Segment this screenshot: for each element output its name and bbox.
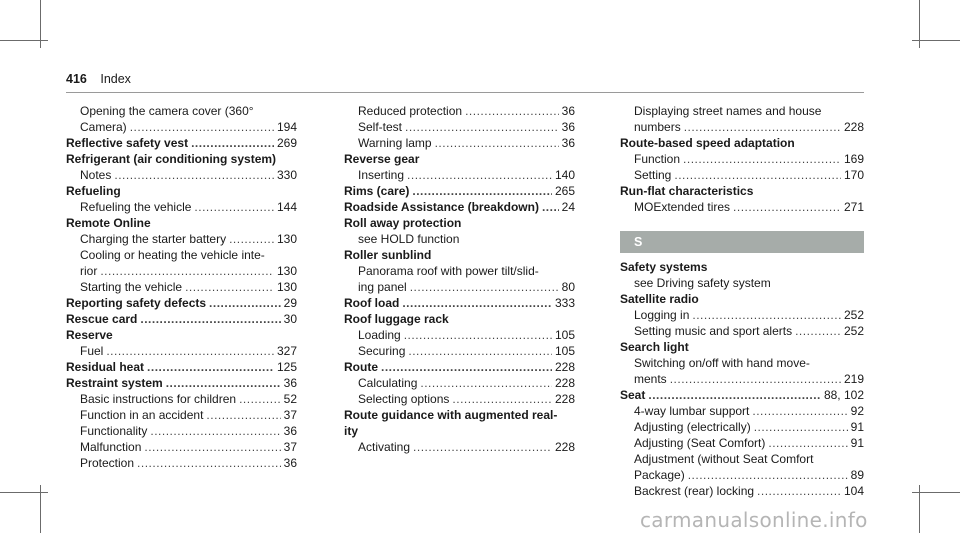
entry-text: Roadside Assistance (breakdown) — [344, 200, 539, 214]
page-reference: 170 — [843, 168, 864, 182]
page-reference: 91 — [850, 420, 864, 434]
page-header — [66, 72, 131, 86]
index-subentry — [66, 407, 297, 423]
index-entry — [620, 387, 864, 403]
entry-text: Reduced protection — [358, 104, 463, 118]
dot-leader — [435, 135, 559, 151]
index-entry — [66, 375, 297, 391]
page-reference: 140 — [554, 168, 575, 182]
index-subentry — [620, 451, 864, 467]
index-subentry — [66, 103, 297, 119]
entry-text: Protection — [80, 456, 135, 470]
entry-text: Run-flat characteristics — [620, 184, 754, 198]
page-reference: 269 — [276, 136, 297, 150]
page-reference: 327 — [276, 344, 297, 358]
index-subentry — [66, 199, 297, 215]
entry-text: Displaying street names and house — [634, 104, 822, 118]
page-reference: 105 — [554, 344, 575, 358]
index-entry — [344, 423, 575, 439]
dot-leader — [757, 483, 841, 499]
entry-text: Setting music and sport alerts — [634, 324, 793, 338]
entry-text: Search light — [620, 340, 689, 354]
index-subentry — [344, 231, 575, 247]
page-reference: 228 — [554, 376, 575, 390]
header-rule — [66, 92, 864, 93]
page-reference: 36 — [561, 104, 575, 118]
dot-leader — [404, 327, 552, 343]
entry-text: Reserve — [66, 328, 113, 342]
page-reference: 219 — [843, 372, 864, 386]
dot-leader — [140, 311, 280, 327]
entry-text: Seat — [620, 388, 646, 402]
entry-text: Route-based speed adaptation — [620, 136, 795, 150]
page-reference: 333 — [554, 296, 575, 310]
dot-leader — [683, 151, 841, 167]
page-reference: 36 — [561, 120, 575, 134]
entry-text: Restraint system — [66, 376, 163, 390]
dot-leader — [239, 391, 281, 407]
index-column-1 — [66, 103, 297, 471]
index-entry — [620, 259, 864, 275]
page-reference: 105 — [554, 328, 575, 342]
entry-text: Route guidance with augmented real- — [344, 408, 558, 422]
index-subentry — [344, 375, 575, 391]
spacer — [620, 215, 864, 231]
page-reference: 130 — [276, 264, 297, 278]
index-entry — [66, 183, 297, 199]
page-reference: 104 — [843, 484, 864, 498]
dot-leader — [674, 167, 841, 183]
entry-text: Route — [344, 360, 378, 374]
crop-mark-bottom-left-h — [0, 492, 48, 493]
entry-text: Warning lamp — [358, 136, 432, 150]
entry-text: see HOLD function — [358, 232, 460, 246]
page-reference: 36 — [283, 376, 297, 390]
entry-text: Starting the vehicle — [80, 280, 183, 294]
page-reference: 252 — [843, 324, 864, 338]
dot-leader — [670, 371, 841, 387]
index-entry — [66, 215, 297, 231]
dot-leader — [137, 455, 281, 471]
page-reference: 125 — [276, 360, 297, 374]
entry-text: Malfunction — [80, 440, 142, 454]
entry-text: numbers — [634, 120, 681, 134]
index-entry — [344, 407, 575, 423]
index-entry — [620, 135, 864, 151]
index-subentry — [620, 323, 864, 339]
index-subentry — [66, 167, 297, 183]
page-reference: 91 — [850, 436, 864, 450]
index-subentry — [66, 439, 297, 455]
index-entry — [344, 151, 575, 167]
entry-text: Backrest (rear) locking — [634, 484, 755, 498]
entry-text: Refueling the vehicle — [80, 200, 192, 214]
page-reference: 130 — [276, 232, 297, 246]
index-subentry — [66, 343, 297, 359]
index-entry — [66, 311, 297, 327]
dot-leader — [733, 199, 841, 215]
entry-text: Logging in — [634, 308, 690, 322]
index-entry — [66, 327, 297, 343]
entry-text: Safety systems — [620, 260, 708, 274]
dot-leader — [229, 231, 274, 247]
page-reference: 92 — [850, 404, 864, 418]
entry-text: ity — [344, 424, 359, 438]
index-entry — [344, 247, 575, 263]
index-subentry — [66, 423, 297, 439]
page-reference: 194 — [276, 120, 297, 134]
crop-mark-top-left-h — [0, 40, 48, 41]
entry-text: MOExtended tires — [634, 200, 731, 214]
index-entry — [66, 151, 297, 167]
watermark: carmanualsonline.info — [640, 508, 868, 532]
entry-text: Basic instructions for children — [80, 392, 237, 406]
page-reference: 265 — [554, 184, 575, 198]
index-subentry — [344, 279, 575, 295]
page-reference: 29 — [283, 296, 297, 310]
entry-text: Rescue card — [66, 312, 138, 326]
page-reference: 30 — [283, 312, 297, 326]
dot-leader — [114, 167, 274, 183]
index-subentry — [344, 167, 575, 183]
entry-text: Package) — [634, 468, 685, 482]
dot-leader — [166, 375, 281, 391]
entry-text: Adjusting (electrically) — [634, 420, 751, 434]
index-entry — [344, 311, 575, 327]
page-reference: 89 — [850, 468, 864, 482]
dot-leader — [194, 199, 274, 215]
entry-text: Loading — [358, 328, 401, 342]
entry-text: 4-way lumbar support — [634, 404, 750, 418]
entry-text: Opening the camera cover (360° — [80, 104, 254, 118]
index-subentry — [620, 307, 864, 323]
dot-leader — [402, 295, 552, 311]
entry-text: rior — [80, 264, 98, 278]
index-subentry — [620, 435, 864, 451]
dot-leader — [144, 439, 280, 455]
index-subentry — [620, 151, 864, 167]
dot-leader — [408, 343, 552, 359]
page-reference: 37 — [283, 408, 297, 422]
entry-text: Cooling or heating the vehicle inte- — [80, 248, 265, 262]
dot-leader — [206, 407, 280, 423]
dot-leader — [185, 279, 274, 295]
index-entry — [344, 215, 575, 231]
entry-text: Calculating — [358, 376, 418, 390]
entry-text: Charging the starter battery — [80, 232, 227, 246]
page-reference: 228 — [554, 440, 575, 454]
page-reference: 88, 102 — [823, 388, 864, 402]
index-subentry — [344, 263, 575, 279]
page-reference: 228 — [554, 360, 575, 374]
section-title: Index — [100, 72, 131, 86]
crop-mark-bottom-right-h — [912, 492, 960, 493]
entry-text: Setting — [634, 168, 672, 182]
dot-leader — [768, 435, 847, 451]
page-reference: 80 — [561, 280, 575, 294]
entry-text: Functionality — [80, 424, 148, 438]
index-subentry — [66, 231, 297, 247]
entry-text: ing panel — [358, 280, 407, 294]
page-reference: 36 — [283, 424, 297, 438]
page-reference: 36 — [561, 136, 575, 150]
dot-leader — [648, 387, 821, 403]
entry-text: Reporting safety defects — [66, 296, 207, 310]
crop-mark-top-right-h — [912, 40, 960, 41]
dot-leader — [130, 119, 274, 135]
index-subentry — [344, 343, 575, 359]
index-subentry — [66, 263, 297, 279]
page-reference: 228 — [554, 392, 575, 406]
dot-leader — [752, 403, 847, 419]
dot-leader — [191, 135, 274, 151]
entry-text: Refrigerant (air conditioning system) — [66, 152, 277, 166]
dot-leader — [150, 423, 280, 439]
dot-leader — [100, 263, 274, 279]
index-entry — [344, 183, 575, 199]
entry-text: Roof load — [344, 296, 400, 310]
entry-text: Roller sunblind — [344, 248, 432, 262]
index-subentry — [620, 103, 864, 119]
entry-text: Securing — [358, 344, 406, 358]
dot-leader — [692, 307, 841, 323]
entry-text: Adjustment (without Seat Comfort — [634, 452, 814, 466]
index-subentry — [620, 467, 864, 483]
dot-leader — [452, 391, 552, 407]
index-subentry — [620, 167, 864, 183]
index-subentry — [620, 419, 864, 435]
entry-text: see Driving safety system — [634, 276, 771, 290]
entry-text: Selecting options — [358, 392, 450, 406]
page-reference: 52 — [283, 392, 297, 406]
page-reference: 36 — [283, 456, 297, 470]
index-subentry — [620, 355, 864, 371]
entry-text: Reflective safety vest — [66, 136, 189, 150]
index-entry — [344, 359, 575, 375]
index-subentry — [344, 135, 575, 151]
index-entry — [66, 295, 297, 311]
index-entry — [66, 135, 297, 151]
entry-text: Rims (care) — [344, 184, 410, 198]
index-subentry — [620, 371, 864, 387]
entry-text: Activating — [358, 440, 411, 454]
dot-leader — [420, 375, 552, 391]
dot-leader — [465, 103, 559, 119]
index-subentry — [344, 327, 575, 343]
page-reference: 24 — [561, 200, 575, 214]
entry-text: Self-test — [358, 120, 403, 134]
dot-leader — [795, 323, 841, 339]
page-number: 416 — [66, 72, 87, 86]
dot-leader — [413, 439, 552, 455]
dot-leader — [754, 419, 848, 435]
index-entry — [344, 295, 575, 311]
page-reference: 144 — [276, 200, 297, 214]
dot-leader — [542, 199, 559, 215]
index-subentry — [66, 455, 297, 471]
entry-text: ments — [634, 372, 667, 386]
index-subentry — [66, 391, 297, 407]
page-reference: 169 — [843, 152, 864, 166]
index-entry — [620, 183, 864, 199]
index-subentry — [620, 275, 864, 291]
page-reference: 330 — [276, 168, 297, 182]
entry-text: Roll away protection — [344, 216, 462, 230]
page-reference: 228 — [843, 120, 864, 134]
entry-text: Function — [634, 152, 681, 166]
entry-text: Camera) — [80, 120, 127, 134]
index-subentry — [344, 439, 575, 455]
dot-leader — [106, 343, 274, 359]
index-column-3 — [620, 103, 864, 499]
index-entry — [344, 199, 575, 215]
index-subentry — [66, 279, 297, 295]
entry-text: Adjusting (Seat Comfort) — [634, 436, 766, 450]
index-subentry — [620, 199, 864, 215]
dot-leader — [410, 279, 559, 295]
dot-leader — [147, 359, 274, 375]
index-subentry — [344, 103, 575, 119]
index-column-2 — [344, 103, 575, 455]
entry-text: Remote Online — [66, 216, 151, 230]
entry-text: Residual heat — [66, 360, 145, 374]
dot-leader — [381, 359, 552, 375]
section-letter-band: S — [620, 231, 864, 253]
page-reference: 271 — [843, 200, 864, 214]
entry-text: Inserting — [358, 168, 405, 182]
dot-leader — [405, 119, 559, 135]
dot-leader — [412, 183, 552, 199]
index-entry — [620, 339, 864, 355]
dot-leader — [684, 119, 841, 135]
dot-leader — [407, 167, 552, 183]
page-reference: 130 — [276, 280, 297, 294]
index-entry — [620, 291, 864, 307]
index-subentry — [344, 391, 575, 407]
page-reference: 37 — [283, 440, 297, 454]
entry-text: Panorama roof with power tilt/slid- — [358, 264, 539, 278]
entry-text: Roof luggage rack — [344, 312, 449, 326]
index-subentry — [66, 247, 297, 263]
entry-text: Switching on/off with hand move- — [634, 356, 810, 370]
index-subentry — [620, 483, 864, 499]
page-reference: 252 — [843, 308, 864, 322]
entry-text: Notes — [80, 168, 112, 182]
index-subentry — [344, 119, 575, 135]
entry-text: Refueling — [66, 184, 121, 198]
entry-text: Reverse gear — [344, 152, 420, 166]
entry-text: Fuel — [80, 344, 104, 358]
dot-leader — [688, 467, 848, 483]
index-subentry — [66, 119, 297, 135]
dot-leader — [209, 295, 281, 311]
entry-text: Satellite radio — [620, 292, 699, 306]
index-entry — [66, 359, 297, 375]
index-subentry — [620, 119, 864, 135]
entry-text: Function in an accident — [80, 408, 204, 422]
index-subentry — [620, 403, 864, 419]
